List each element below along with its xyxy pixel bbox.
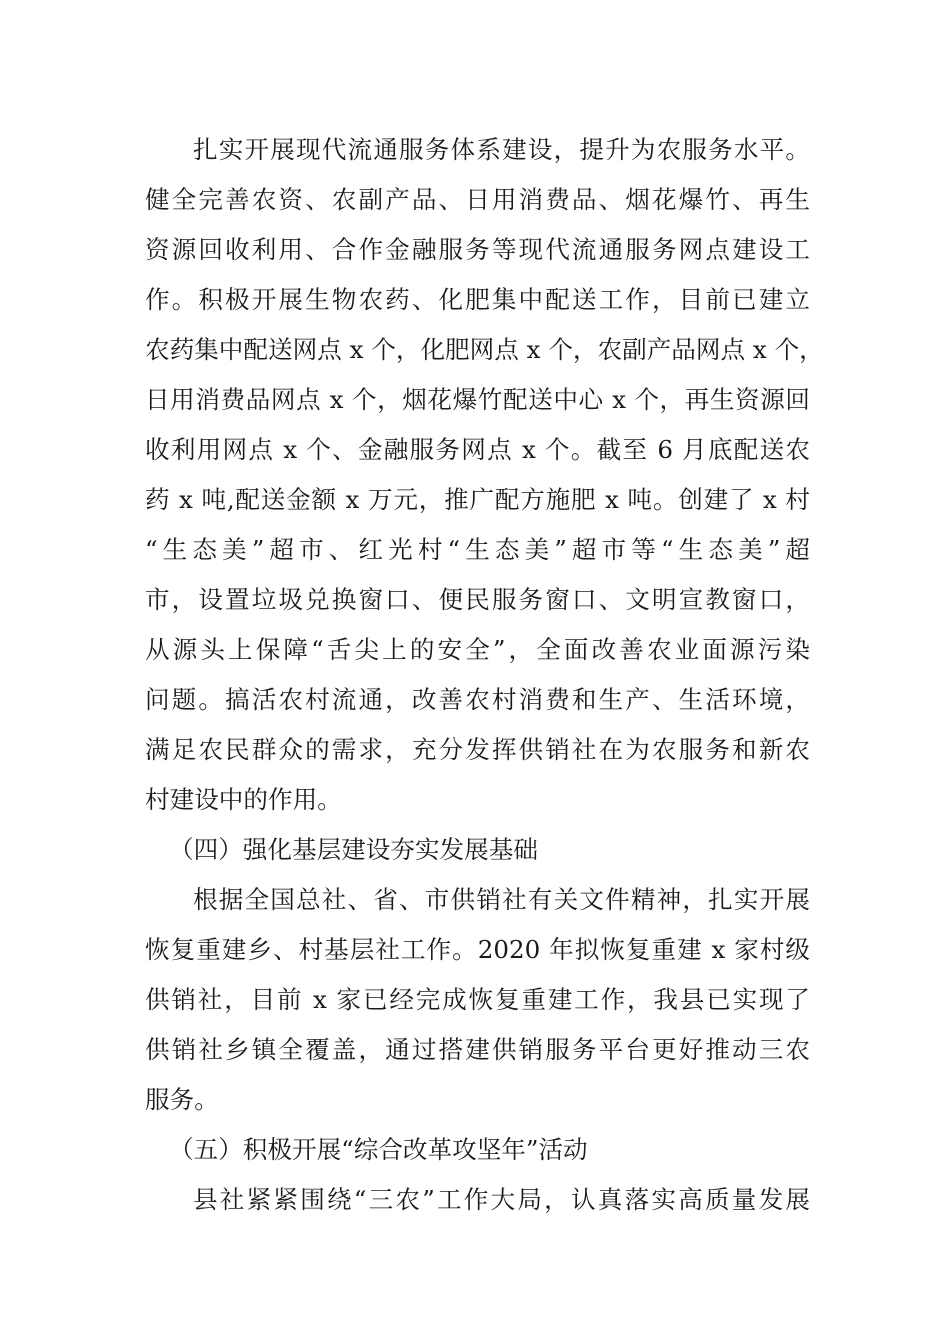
paragraph-3-line-1: 县社紧紧围绕“三农”工作大局，认真落实高质量发展: [193, 1185, 810, 1214]
paragraph-1-line-13: 满足农民群众的需求，充分发挥供销社在为农服务和新农: [145, 735, 810, 764]
paragraph-2-line-5: 服务。: [145, 1085, 219, 1114]
paragraph-1-line-2: 健全完善农资、农副产品、日用消费品、烟花爆竹、再生: [145, 185, 810, 214]
paragraph-1-line-8: 药 x 吨,配送金额 x 万元，推广配方施肥 x 吨。创建了 x 村: [145, 485, 810, 514]
section-heading-4: （四）强化基层建设夯实发展基础: [169, 835, 538, 864]
paragraph-1-line-12: 问题。搞活农村流通，改善农村消费和生产、生活环境，: [145, 685, 810, 714]
paragraph-1-line-5: 农药集中配送网点 x 个，化肥网点 x 个，农副产品网点 x 个，: [145, 335, 824, 364]
paragraph-2-line-1: 根据全国总社、省、市供销社有关文件精神，扎实开展: [193, 885, 810, 914]
paragraph-1-line-6: 日用消费品网点 x 个，烟花爆竹配送中心 x 个，再生资源回: [145, 385, 810, 414]
paragraph-2-line-4: 供销社乡镇全覆盖，通过搭建供销服务平台更好推动三农: [145, 1035, 810, 1064]
paragraph-1-line-14: 村建设中的作用。: [145, 785, 342, 814]
paragraph-2-line-3: 供销社，目前 x 家已经完成恢复重建工作，我县已实现了: [145, 985, 810, 1014]
paragraph-2-line-2: 恢复重建乡、村基层社工作。2020 年拟恢复重建 x 家村级: [145, 935, 810, 964]
paragraph-1-line-7: 收利用网点 x 个、金融服务网点 x 个。截至 6 月底配送农: [145, 435, 810, 464]
paragraph-1-line-1: 扎实开展现代流通服务体系建设，提升为农服务水平。: [193, 135, 810, 164]
paragraph-1-line-9: “生态美”超市、红光村“生态美”超市等“生态美”超: [145, 535, 810, 564]
section-heading-5: （五）积极开展“综合改革攻坚年”活动: [169, 1135, 588, 1164]
paragraph-1-line-4: 作。积极开展生物农药、化肥集中配送工作，目前已建立: [145, 285, 810, 314]
paragraph-1-line-3: 资源回收利用、合作金融服务等现代流通服务网点建设工: [145, 235, 810, 264]
paragraph-1-line-10: 市，设置垃圾兑换窗口、便民服务窗口、文明宣教窗口，: [145, 585, 810, 614]
paragraph-1-line-11: 从源头上保障“舌尖上的安全”，全面改善农业面源污染: [145, 635, 810, 664]
